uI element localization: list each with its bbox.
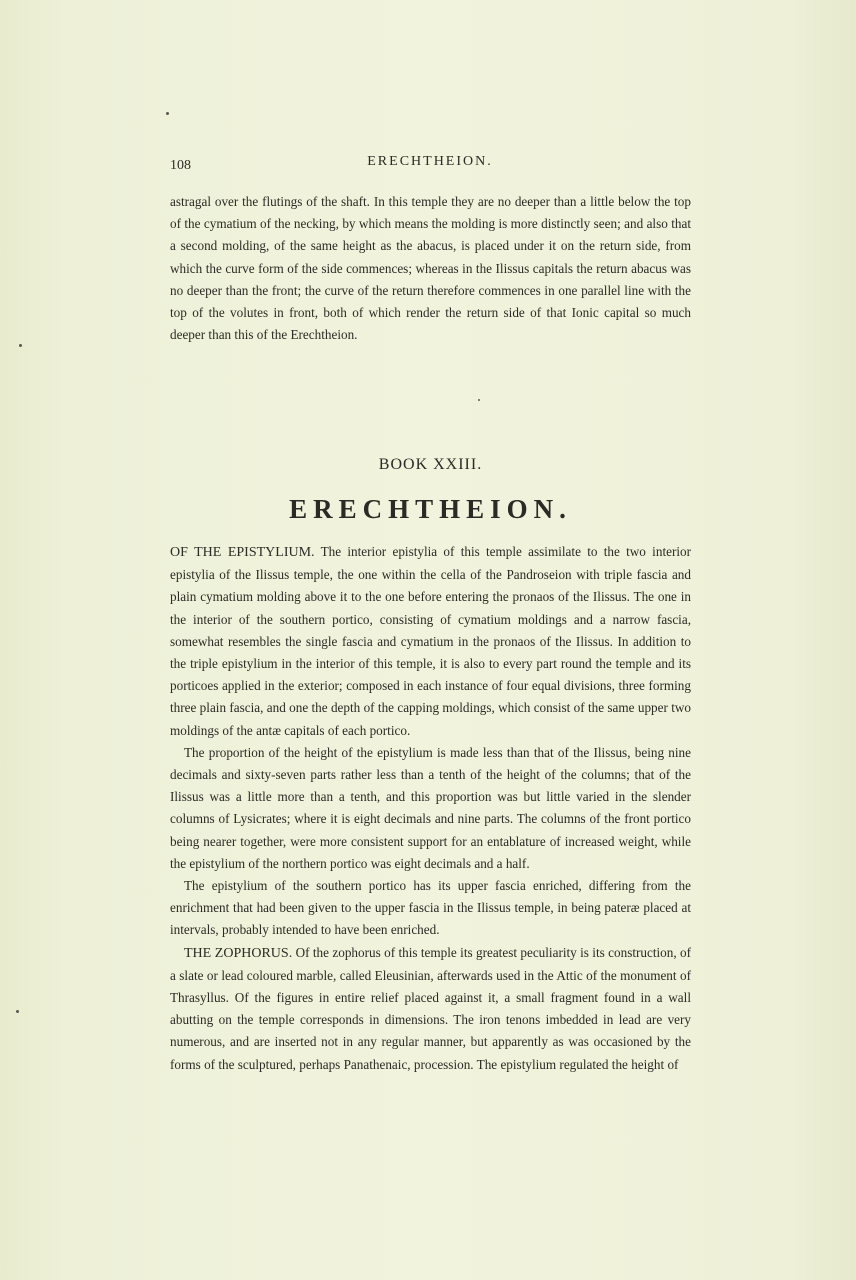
continued-paragraph: astragal over the flutings of the shaft. In this temple they are no deeper than a little below the top of the cymatium of the necking, by which means the molding is more distinctly seen; and also that a second molding, of the same height as the abacus, is placed under it on the return side, from which the curve form of the side commences; whereas in the Ilissus capitals the return abacus was no deeper than the front; the curve of the return therefore commences in one parallel line with the top of the volutes in front, both of which render the return side of that Ionic capital so much deeper than this of the Erechtheion. xyxy=(170,194,691,343)
section-heading-zophorus: THE ZOPHORUS. xyxy=(184,945,293,961)
paper-speck xyxy=(19,344,22,347)
book-number: BOOK XXIII. xyxy=(378,456,483,473)
paper-speck xyxy=(478,399,480,401)
book-title: ERECHTHEION. xyxy=(289,494,572,524)
section-paragraph-southern-portico xyxy=(170,875,691,942)
section-paragraph-epistylium xyxy=(170,541,691,742)
section-text: Of the zophorus of this temple its greatest peculiarity is its construction, of a slate or lead coloured marble, called Eleusinian, afterwards used in the Attic of the monument of Thrasyllus. Of the figures in entire relief placed against it, a small fragment found in a wall abutting on the temple corresponds in dimensions. The iron tenons imbedded in lead are very numerous, and are inserted not in any regular manner, but apparently as was occasioned by the forms of the sculptured, perhaps Panathenaic, procession. The epistylium regulated the height of xyxy=(170,944,691,1072)
continued-paragraph-block xyxy=(170,191,691,346)
book-body xyxy=(170,541,691,1076)
section-paragraph-proportion xyxy=(170,742,691,875)
section-text: The proportion of the height of the epistylium is made less than that of the Ilissus, being nine decimals and sixty-seven parts rather less than a tenth of the height of the columns; that of the Ilissus was a little more than a tenth, and this proportion was but little varied in the slender columns of Lysicrates; where it is eight decimals and nine parts. The columns of the front portico being nearer together, were more consistent support for an entablature of increased weight, while the epistylium of the northern portico was eight decimals and a half. xyxy=(170,744,691,871)
paper-speck xyxy=(16,1010,19,1013)
section-text: The epistylium of the southern portico has its upper fascia enriched, differing from the enrichment that had been given to the upper fascia in the Ilissus temple, in being pateræ placed at intervals, probably intended to have been enriched. xyxy=(170,878,691,938)
running-head xyxy=(170,154,690,178)
running-title: ERECHTHEION. xyxy=(367,154,493,169)
section-text: The interior epistylia of this temple assimilate to the two interior epistylia of the Ilissus temple, the one within the cella of the Pandroseion with triple fascia and plain cymatium molding above it to the one before entering the pronaos of the Ilissus. The one in the interior of the southern portico, consisting of cymatium moldings and a narrow fascia, somewhat resembles the single fascia and cymatium in the pronaos of the Ilissus. In addition to the triple epistylium in the interior of this temple, it is also to every part round the temple and its porticoes applied in the exterior; composed in each instance of four equal divisions, three forming three plain fascia, and one the depth of the capping moldings, which consist of the same upper two moldings of the antæ capitals of each portico. xyxy=(170,544,691,738)
paper-speck xyxy=(166,112,169,115)
page-number: 108 xyxy=(170,158,191,173)
section-heading-epistylium: OF THE EPISTYLIUM. xyxy=(170,545,315,560)
section-paragraph-zophorus xyxy=(170,942,691,1076)
